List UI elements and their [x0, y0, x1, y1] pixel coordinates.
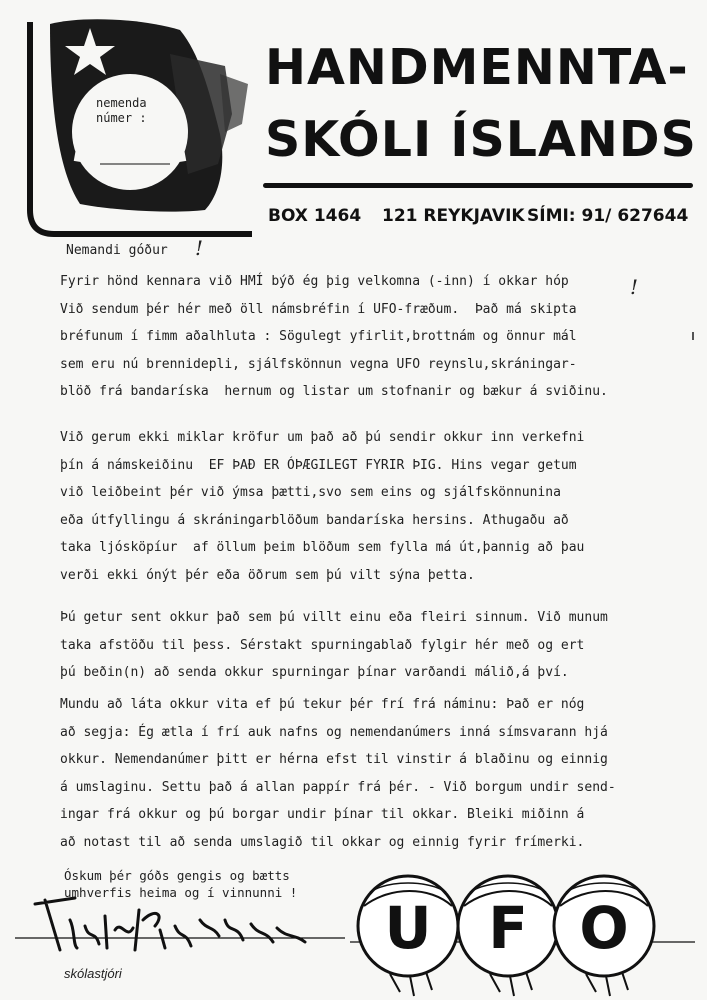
school-logo	[20, 14, 252, 242]
text-line: bréfunum í fimm aðalhluta : Sögulegt yfirlit,brottnám og önnur mál	[60, 329, 577, 344]
text-line: eða útfyllingu á skráningarblöðum bandaríska hersins. Athugaðu að	[60, 512, 569, 528]
text-line: þín á námskeiðinu EF ÞAÐ ER ÓÞÆGILEGT FYRIR ÞIG. Hins vegar getum	[60, 457, 577, 473]
text-line: Mundu að láta okkur vita ef þú tekur þér frí frá náminu: Það er nóg	[60, 697, 585, 712]
text-line: Við sendum þér hér með öll námsbréfin í UFO-fræðum. Það má skipta	[60, 301, 577, 317]
text-line: að notast til að senda umslagið til okkar og einnig fyrir frímerki.	[60, 834, 585, 850]
text-line: taka ljósköpíur af öllum þeim blöðum sem fylla má út,þannig að þau	[60, 540, 585, 555]
text-line: Þú getur sent okkur það sem þú villt einu eða fleiri sinnum. Við munum	[60, 610, 608, 625]
text-line: ingar frá okkur og þú borgar undir þínar til okkar. Bleiki miðinn á	[60, 807, 585, 822]
closing-line: umhverfis heima og í vinnunni !	[64, 885, 298, 900]
salutation: Nemandi góður	[66, 243, 168, 258]
student-number-label: nemenda númer :	[96, 96, 147, 125]
school-title-line1: HANDMENNTA-	[265, 39, 689, 96]
text-line: þú beðin(n) að senda okkur spurningar þínar varðandi málið,á því.	[60, 665, 569, 680]
city: 121 REYKJAVIK	[382, 206, 525, 226]
signature-title: skólastjóri	[64, 966, 122, 981]
text-line: blöð frá bandaríska hernum og listar um stofnanir og bækur á sviðinu.	[60, 384, 608, 399]
po-box: BOX 1464	[268, 206, 362, 226]
text-line: Fyrir hönd kennara við HMÍ býð ég þig velkomna (-inn) í okkar hóp	[60, 274, 569, 289]
text-line: við leiðbeint þér við ýmsa þætti,svo sem eins og sjálfskönnunina	[60, 485, 561, 500]
handwritten-exclamation: !	[195, 236, 204, 260]
paragraph-1	[60, 268, 700, 406]
paragraph-3	[60, 604, 700, 687]
closing-line: Óskum þér góðs gengis og bætts	[64, 868, 290, 883]
header-divider	[263, 183, 693, 188]
text-line: okkur. Nemendanúmer þitt er hérna efst til vinstir á blaðinu og einnig	[60, 752, 608, 767]
text-line: taka afstöðu til þess. Sérstakt spurningablað fylgir hér með og ert	[60, 637, 585, 653]
paragraph-2	[60, 424, 700, 589]
paragraph-4	[60, 691, 700, 856]
text-line: verði ekki ónýt þér eða öðrum sem þú vilt sýna þetta.	[60, 567, 475, 583]
ufo-logo	[350, 862, 695, 1000]
ufo-letter-f: F	[488, 894, 528, 962]
school-title-line2: SKÓLI ÍSLANDS	[265, 111, 697, 168]
text-line: Við gerum ekki miklar kröfur um það að þú sendir okkur inn verkefni	[60, 430, 585, 445]
text-line: að segja: Ég ætla í frí auk nafns og nemendanúmers inná símsvarann hjá	[60, 724, 608, 740]
handwritten-exclamation-2: !	[630, 275, 639, 299]
ufo-letter-o: O	[579, 894, 629, 962]
text-line: á umslaginu. Settu það á allan pappír frá þér. - Við borgum undir send-	[60, 779, 616, 795]
phone-number: SÍMI: 91/ 627644	[527, 206, 689, 226]
ufo-letter-u: U	[384, 894, 432, 962]
text-line: sem eru nú brennidepli, sjálfskönnun vegna UFO reynslu,skráningar-	[60, 356, 577, 372]
